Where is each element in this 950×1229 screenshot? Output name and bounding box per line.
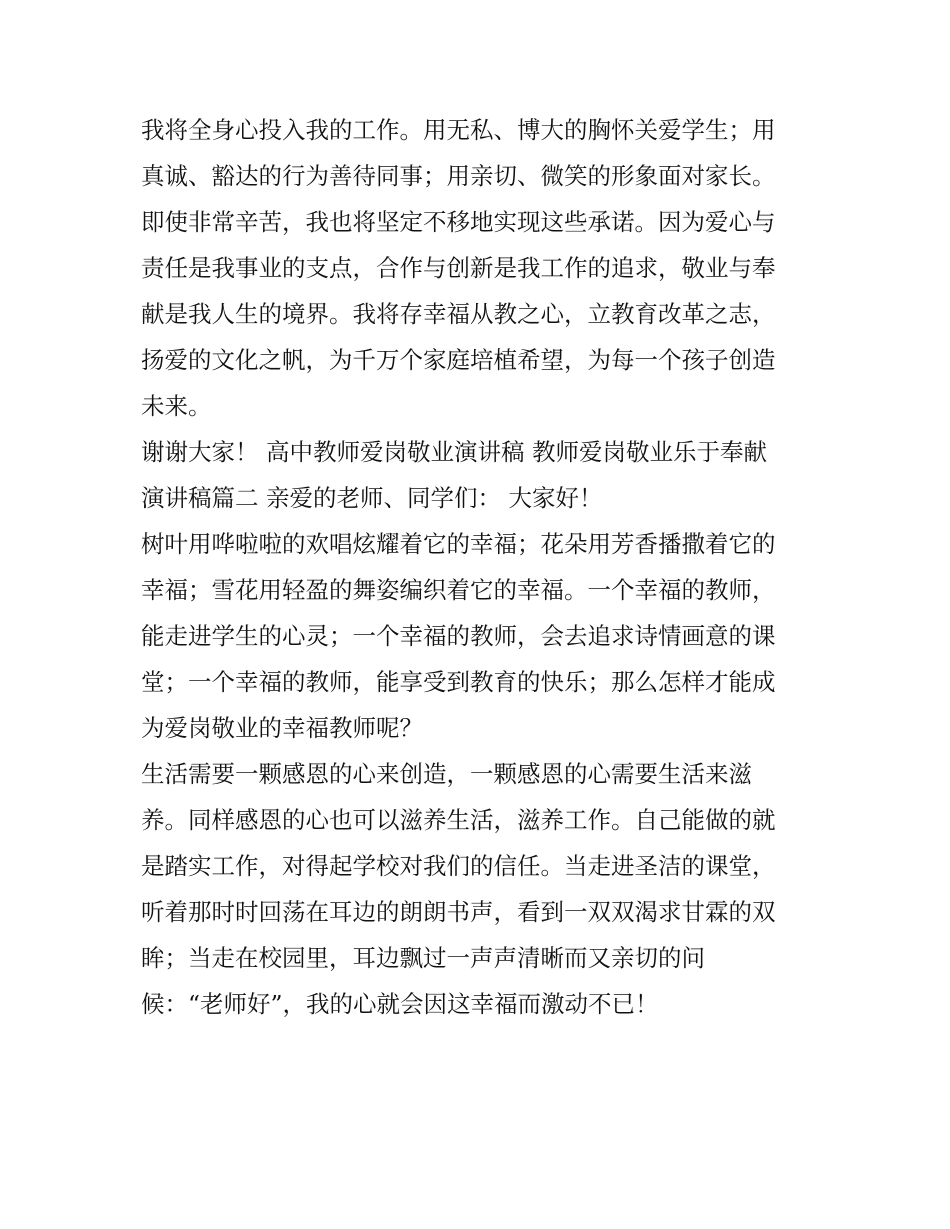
- text-line: 即使非常辛苦，我也将坚定不移地实现这些承诺。因为爱心与: [141, 208, 776, 236]
- text-line: 我将全身心投入我的工作。用无私、博大的胸怀关爱学生；用: [141, 116, 776, 144]
- text-line: 谢谢大家！ 高中教师爱岗敬业演讲稿 教师爱岗敬业乐于奉献: [141, 438, 767, 466]
- text-line: 树叶用哗啦啦的欢唱炫耀着它的幸福；花朵用芳香播撒着它的: [141, 530, 776, 558]
- text-line: 是踏实工作，对得起学校对我们的信任。当走进圣洁的课堂，: [141, 852, 776, 880]
- text-line: 未来。: [141, 392, 212, 420]
- body-text: [141, 107, 831, 1027]
- text-line: 献是我人生的境界。我将存幸福从教之心，立教育改革之志，: [141, 300, 776, 328]
- text-line: 生活需要一颗感恩的心来创造，一颗感恩的心需要生活来滋: [141, 760, 752, 788]
- text-line: 责任是我事业的支点，合作与创新是我工作的追求，敬业与奉: [141, 254, 776, 282]
- text-line: 演讲稿篇二 亲爱的老师、同学们： 大家好！: [141, 484, 603, 512]
- text-line: 眸；当走在校园里，耳边飘过一声声清晰而又亲切的问: [141, 944, 705, 972]
- text-line: 能走进学生的心灵；一个幸福的教师，会去追求诗情画意的课: [141, 622, 776, 650]
- text-line: 堂；一个幸福的教师，能享受到教育的快乐；那么怎样才能成: [141, 668, 776, 696]
- text-line: 听着那时时回荡在耳边的朗朗书声，看到一双双渴求甘霖的双: [141, 898, 776, 926]
- text-line: 真诚、豁达的行为善待同事；用亲切、微笑的形象面对家长。: [141, 162, 776, 190]
- text-line: 扬爱的文化之帆，为千万个家庭培植希望，为每一个孩子创造: [141, 346, 776, 374]
- text-line: 幸福；雪花用轻盈的舞姿编织着它的幸福。一个幸福的教师，: [141, 576, 776, 604]
- text-line: 候：“老师好”，我的心就会因这幸福而激动不已！: [141, 990, 659, 1018]
- text-line: 为爱岗敬业的幸福教师呢？: [141, 714, 423, 742]
- text-line: 养。同样感恩的心也可以滋养生活，滋养工作。自己能做的就: [141, 806, 776, 834]
